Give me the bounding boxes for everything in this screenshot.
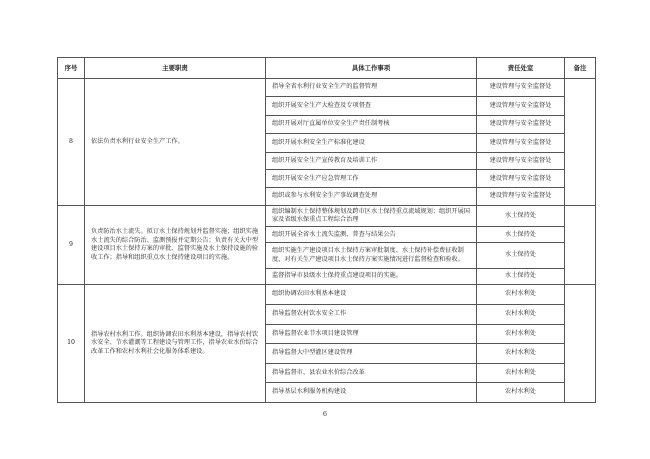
header-task: 具体工作事项 [266,58,477,79]
header-dept: 责任处室 [477,58,565,79]
task-item: 指导监督农村饮水安全工作 [266,305,477,325]
responsible-dept: 建设管理与安全监督处 [477,170,565,188]
task-item: 组织开展安全生产应急管理工作 [266,170,477,188]
duty-table-sheet [57,57,595,403]
header-no: 序号 [58,58,85,79]
table-row [58,79,596,97]
row-number: 9 [58,205,85,284]
task-item: 指导监督大中型灌区建设管理 [266,344,477,364]
task-item: 指导监督市、县农业水价综合改革 [266,363,477,383]
note-cell [565,79,596,206]
task-item: 监督指导市县级水土保持重点建设项目的实施。 [266,269,477,285]
responsible-dept: 农村水利处 [477,285,565,305]
task-item: 指导基层水利服务机构建设 [266,383,477,403]
responsible-dept: 水土保持处 [477,243,565,269]
task-item: 组织开展安全生产大检查及专项督查 [266,97,477,115]
task-item: 组织协调农田水利基本建设 [266,285,477,305]
duty-table [57,57,596,403]
note-cell [565,205,596,284]
responsible-dept: 水土保持处 [477,227,565,243]
responsible-dept: 农村水利处 [477,324,565,344]
task-item: 组织开展安全生产宣传教育及培训工作 [266,152,477,170]
responsible-dept: 建设管理与安全监督处 [477,134,565,152]
responsible-dept: 农村水利处 [477,383,565,403]
header-note: 备注 [565,58,596,79]
main-duty: 负责防治水土流失。拟订水土保持规划并监督实施；组织实施水土流失的综合防治、监测预报并定期公告；负责有关大中型建设项目水土保持方案的审批、监督实施及水土保持设施的验收工作；指导和组织重点水土保持建设项目的实施。 [85,205,266,284]
responsible-dept: 水土保持处 [477,269,565,285]
header-row [58,58,596,79]
responsible-dept: 建设管理与安全监督处 [477,115,565,133]
main-duty: 依法负责水利行业安全生产工作。 [85,79,266,206]
task-item: 组织开展水利安全生产标准化建设 [266,134,477,152]
task-item: 组织开展全省水土流失监测、普查与结果公告 [266,227,477,243]
task-item: 指导监督农业节水项目建设管理 [266,324,477,344]
header-duty: 主要职责 [85,58,266,79]
row-number: 10 [58,285,85,403]
table-row [58,285,596,305]
task-item: 组织或参与水利安全生产事故调查处理 [266,188,477,206]
responsible-dept: 农村水利处 [477,344,565,364]
table-row [58,205,596,226]
note-cell [565,285,596,403]
task-item: 组织编制水土保持整体规划及跨市区水土保持重点流域规划；组织开展国家及省级水保重点工程综合治理 [266,205,477,226]
responsible-dept: 建设管理与安全监督处 [477,97,565,115]
main-duty: 指导农村水利工作。组织协调农田水利基本建设，指导农村饮水安全、节水灌溉等工程建设与管理工作，指导农业水价综合改革工作和农村水利社会化服务体系建设。 [85,285,266,403]
responsible-dept: 建设管理与安全监督处 [477,79,565,97]
responsible-dept: 农村水利处 [477,305,565,325]
row-number: 8 [58,79,85,206]
responsible-dept: 建设管理与安全监督处 [477,188,565,206]
task-item: 组织实施生产建设项目水土保持方案审批制度、水土保持补偿费征收制度，对有关生产建设项目水土保持方案实施情况进行监督检查和验收。 [266,243,477,269]
task-item: 组织开展对厅直属单位安全生产责任制考核 [266,115,477,133]
responsible-dept: 水土保持处 [477,205,565,226]
responsible-dept: 建设管理与安全监督处 [477,152,565,170]
task-item: 指导全省水利行业安全生产的监督管理 [266,79,477,97]
page-number: 6 [322,410,328,418]
responsible-dept: 农村水利处 [477,363,565,383]
